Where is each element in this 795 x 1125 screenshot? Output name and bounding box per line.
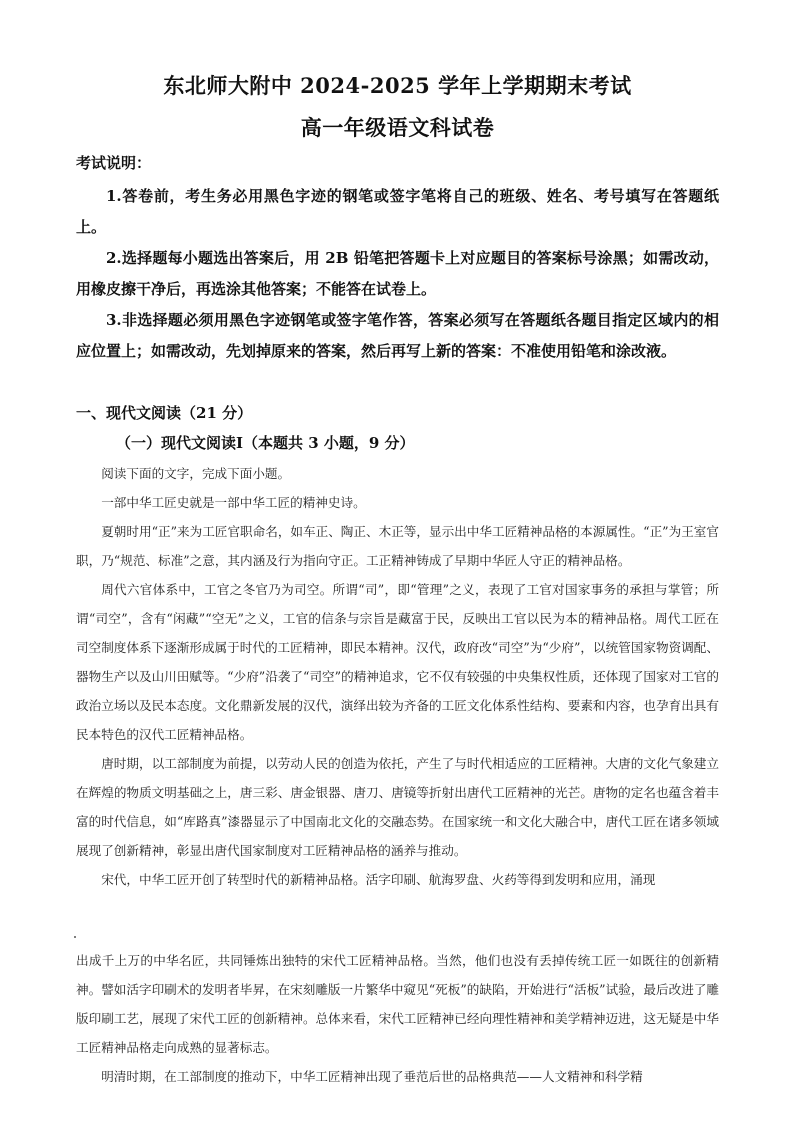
instruction-item: 2.选择题每小题选出答案后，用 2B 铅笔把答题卡上对应题目的答案标号涂黑；如需改动，用橡皮擦干净后，再选涂其他答案；不能答在试卷上。 xyxy=(76,249,719,298)
passage-paragraph: 一部中华工匠史就是一部中华工匠的精神史诗。 xyxy=(101,495,366,510)
passage-paragraph: 周代六官体系中，工官之冬官乃为司空。所谓“司”，即“管理”之义，表现了工官对国家事务的承担与掌管；所谓“司空”，含有“闲藏”“空无”之义，工官的信条与宗旨是藏富于民，反映出工官以民为本的精神品格。周代工匠在司空制度体系下逐渐形成属于时代的工匠精神，即民本精神。汉代，政府改“司空”为“少府”，以统管国家物资调配、器物生产以及山川田赋等。“少府”沿袭了“司空”的精神追求，它不仅有较强的中央集权性质，还体现了国家对工官的政治立场以及民本态度。文化鼎新发展的汉代，演绎出较为齐备的工匠文化体系性结构、要素和内容，也孕育出具有民本特色的汉代工匠精神品格。 xyxy=(76,582,719,742)
subsection-heading: （一）现代文阅读Ⅰ（本题共 3 小题，9 分） xyxy=(116,434,415,452)
page-break-mark xyxy=(74,936,76,938)
exam-subtitle: 高一年级语文科试卷 xyxy=(300,115,495,140)
instruction-item: 3.非选择题必须用黑色字迹钢笔或签字笔作答，答案必须写在答题纸各题目指定区域内的相应位置上；如需改动，先划掉原来的答案，然后再写上新的答案：不准使用铅笔和涂改液。 xyxy=(76,311,719,360)
exam-title: 东北师大附中 2024-2025 学年上学期期末考试 xyxy=(163,73,632,98)
reading-passage xyxy=(76,459,719,894)
passage-paragraph: 宋代，中华工匠开创了转型时代的新精神品格。活字印刷、航海罗盘、火药等得到发明和应用，涌现 xyxy=(101,872,656,887)
reading-passage-continued xyxy=(76,946,719,1091)
section-heading: 一、现代文阅读（21 分） xyxy=(76,404,253,422)
instruction-item: 1.答卷前，考生务必用黑色字迹的钢笔或签字笔将自己的班级、姓名、考号填写在答题纸上。 xyxy=(76,187,719,236)
instructions-heading: 考试说明： xyxy=(76,154,152,172)
instructions-list xyxy=(76,181,719,367)
passage-paragraph: 夏朝时用“正”来为工匠官职命名，如车正、陶正、木正等，显示出中华工匠精神品格的本源属性。“正”为王室官职，乃“规范、标准”之意，其内涵及行为指向守正。工正精神铸成了早期中华匠人守正的精神品格。 xyxy=(76,524,719,568)
passage-paragraph: 阅读下面的文字，完成下面小题。 xyxy=(101,466,291,481)
passage-paragraph: 明清时期，在工部制度的推动下，中华工匠精神出现了垂范后世的品格典范——人文精神和科学精 xyxy=(101,1069,643,1084)
passage-paragraph: 出成千上万的中华名匠，共同锤炼出独特的宋代工匠精神品格。当然，他们也没有丢掉传统工匠一如既往的创新精神。譬如活字印刷术的发明者毕昇，在宋刻雕版一片繁华中窥见“死板”的缺陷，开始进行“活板”试验，最后改进了雕版印刷工艺，展现了宋代工匠的创新精神。总体来看，宋代工匠精神已经向理性精神和美学精神迈进，这无疑是中华工匠精神品格走向成熟的显著标志。 xyxy=(76,953,719,1055)
passage-paragraph: 唐时期，以工部制度为前提，以劳动人民的创造为依托，产生了与时代相适应的工匠精神。大唐的文化气象建立在辉煌的物质文明基础之上，唐三彩、唐金银器、唐刀、唐镜等折射出唐代工匠精神的光芒。唐物的定名也蕴含着丰富的时代信息，如“库路真”漆器显示了中国南北文化的交融态势。在国家统一和文化大融合中，唐代工匠在诸多领域展现了创新精神，彰显出唐代国家制度对工匠精神品格的涵养与推动。 xyxy=(76,756,719,858)
